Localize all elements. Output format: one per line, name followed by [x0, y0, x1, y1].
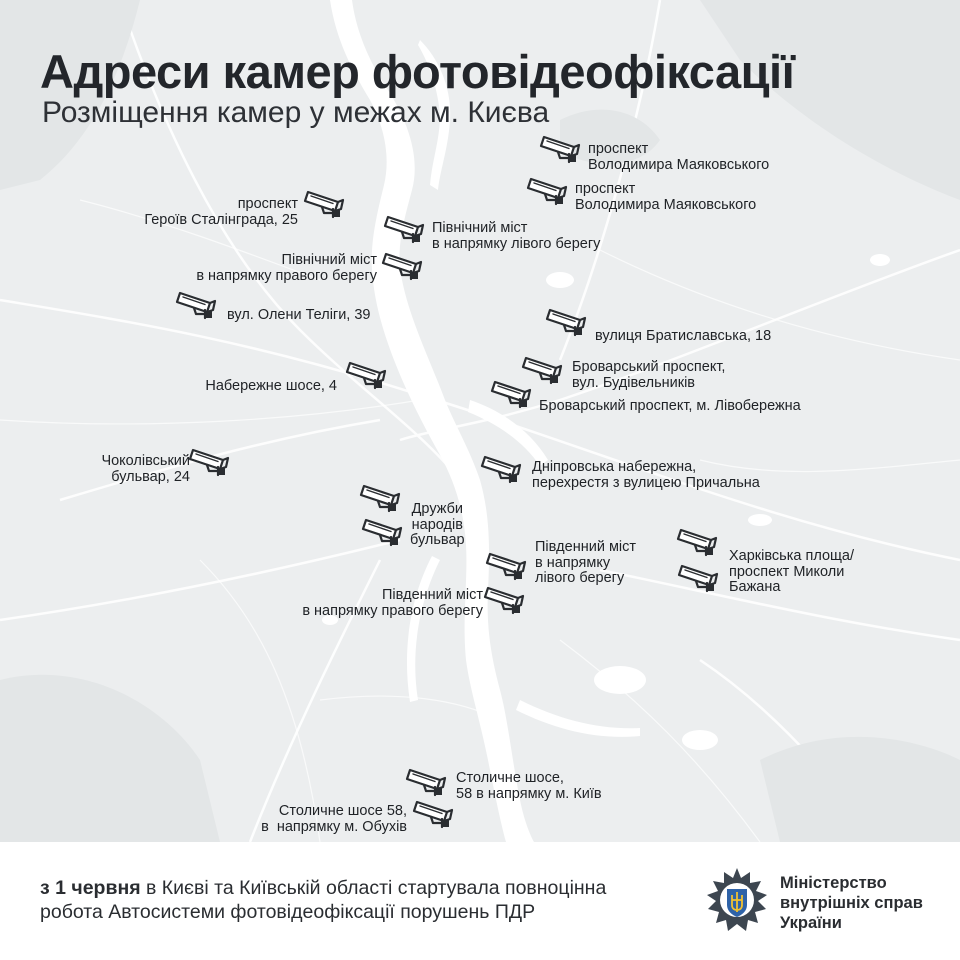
cctv-camera-icon	[404, 764, 454, 800]
police-emblem-icon	[704, 867, 770, 933]
cctv-camera-icon	[360, 514, 410, 550]
cctv-camera-icon	[382, 211, 432, 247]
cctv-camera-icon	[489, 376, 539, 412]
ministry-name: Міністерство внутрішніх справ України	[780, 874, 923, 932]
cctv-camera-icon	[479, 451, 529, 487]
cctv-camera-icon	[411, 796, 461, 832]
cctv-camera-icon	[525, 173, 575, 209]
cctv-camera-icon	[187, 444, 237, 480]
cctv-camera-icon	[174, 287, 224, 323]
camera-label: Столичне шосе 58, в напрямку м. Обухів	[261, 803, 407, 835]
cctv-camera-icon	[482, 582, 532, 618]
cctv-camera-icon	[484, 548, 534, 584]
camera-label: Чоколівський бульвар, 24	[101, 453, 190, 485]
camera-label: Північний міст в напрямку правого берегу	[196, 252, 377, 284]
camera-label: Харківська площа/ проспект Миколи Бажана	[729, 548, 855, 595]
camera-label: проспект Героїв Сталінграда, 25	[144, 196, 298, 228]
camera-label: Південний міст в напрямку правого берегу	[302, 587, 483, 619]
page-title: Адреси камер фотовідеофіксації	[40, 45, 795, 98]
cctv-camera-icon	[302, 186, 352, 222]
camera-label: вул. Олени Теліги, 39	[227, 307, 371, 323]
camera-label: Північний міст в напрямку лівого берегу	[432, 220, 601, 252]
camera-label: проспект Володимира Маяковського	[575, 181, 757, 213]
footer-date: з 1 червня	[40, 877, 141, 899]
camera-label: Південний міст в напрямку лівого берегу	[535, 539, 637, 586]
cctv-camera-icon	[544, 304, 594, 340]
footer-line2: робота Автосистеми фотовідеофіксації порушень ПДР	[40, 901, 536, 923]
page-subtitle: Розміщення камер у межах м. Києва	[42, 96, 550, 129]
footer-text	[40, 876, 606, 924]
camera-label: Набережне шосе, 4	[205, 378, 337, 394]
cctv-camera-icon	[358, 480, 408, 516]
camera-label: проспект Володимира Маяковського	[588, 141, 770, 173]
camera-label: Броварський проспект, м. Лівобережна	[539, 398, 801, 414]
camera-label: Столичне шосе, 58 в напрямку м. Київ	[456, 770, 602, 802]
cctv-camera-icon	[344, 357, 394, 393]
camera-label: Дніпровська набережна, перехрестя з вулицею Причальна	[532, 459, 760, 491]
camera-label: вулиця Братиславська, 18	[595, 328, 772, 344]
cctv-camera-icon	[380, 248, 430, 284]
cctv-camera-icon	[676, 560, 726, 596]
footer-line1: в Києві та Київській області стартувала повноцінна	[140, 877, 607, 899]
cctv-camera-icon	[675, 524, 725, 560]
cctv-camera-icon	[538, 131, 588, 167]
camera-label: Броварський проспект, вул. Будівельників	[572, 359, 726, 391]
camera-label: Дружби народів бульвар	[410, 501, 465, 548]
